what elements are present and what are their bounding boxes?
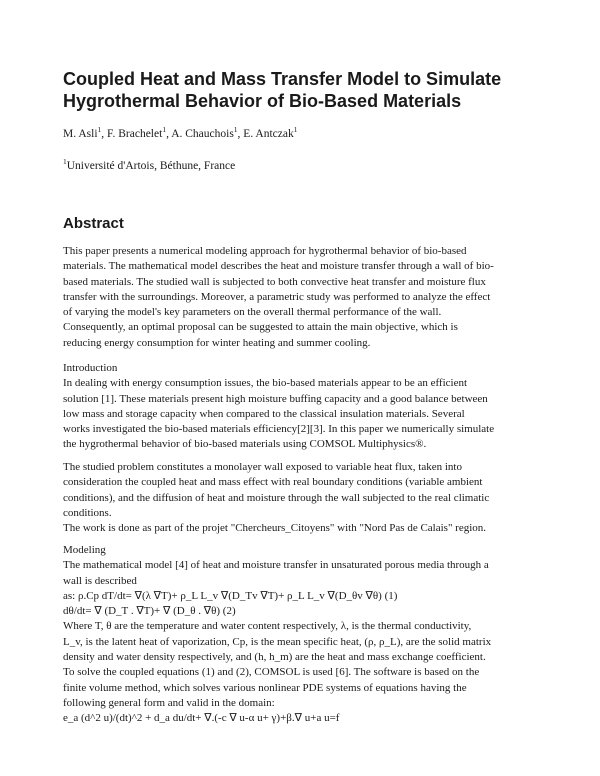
affiliation-mark: 1 [63,157,67,167]
modeling-section [63,543,539,727]
text-line: of varying the model's key parameters on the overall thermal performance of the wall. [63,306,442,319]
author-affiliation-mark: 1 [293,125,298,135]
text-line: L_v, is the latent heat of vaporization, Cp, is the mean specific heat, (ρ, ρ_L), are the solid matrix [63,635,492,648]
text-line: This paper presents a numerical modeling approach for hygrothermal behavior of bio-based [63,245,467,257]
equation-1: as: ρ.Cp dT/dt= ∇(λ ∇T)+ ρ_L L_v ∇(D_Tv ∇T)+ ρ_L L_v ∇(D_θv ∇θ) (1) [63,589,398,602]
text-line: density and water density respectively, and (h, h_m) are the heat and mass exchange coefficient. [63,651,486,664]
problem-paragraph [63,460,539,536]
text-line: conditions. [63,506,112,519]
introduction-section [63,361,539,453]
equation-general-form: e_a (d^2 u)/(dt)^2 + d_a du/dt+ ∇.(-c ∇ u-α u+ γ)+β.∇ u+a u=f [63,712,340,725]
author-list: M. Asli$^1$, F. Brachelet$^1$, A. Chauchois$^1$, E. Antczak$^1$ [63,125,298,140]
author-affiliation-mark: 1 [233,125,238,135]
affiliation-text: Université d'Artois, Béthune, France [66,160,236,172]
abstract-heading: Abstract [63,215,124,232]
author-name: F. Brachelet [107,128,163,140]
text-line: consideration the coupled heat and mass effect with real boundary conditions (variable ambient [63,476,483,489]
section-heading-modeling: Modeling [63,544,106,556]
text-line: the hygrothermal behavior of bio-based materials using COMSOL Multiphysics®. [63,438,427,451]
text-line: Consequently, an optimal proposal can be suggested to attain the main objective, which is [63,321,458,334]
text-line: wall is described [63,574,137,587]
text-line: The work is done as part of the projet "Chercheurs_Citoyens" with "Nord Pas de Calais" region. [63,522,487,535]
text-line: transfer with the surroundings. Moreover, a parametric study was performed to analyze the effect [63,290,491,303]
text-line: In dealing with energy consumption issues, the bio-based materials appear to be an efficient [63,377,468,390]
text-line: reducing energy consumption for winter heating and summer cooling. [63,336,371,349]
text-line: low mass and storage capacity when compared to the classical insulation materials. Several [63,407,465,420]
equation-2: dθ/dt= ∇ (D_T . ∇T)+ ∇ (D_θ . ∇θ) (2) [63,605,236,618]
text-line: materials. The mathematical model describes the heat and moisture transfer through a wall of bio- [63,260,494,273]
paper-title [63,68,543,112]
author-name: E. Antczak [243,128,294,140]
text-line: Where T, θ are the temperature and water content respectively, λ, is the thermal conductivity, [63,620,472,633]
affiliation [63,157,543,172]
text-line: The studied problem constitutes a monolayer wall exposed to variable heat flux, taken into [63,461,462,473]
abstract-paragraph [63,244,539,351]
author-affiliation-mark: 1 [97,125,102,135]
text-line: solution [1]. These materials present high moisture buffing capacity and a good balance between [63,392,488,405]
text-line: conditions), and the diffusion of heat and moisture through the wall subjected to the real climatic [63,491,490,504]
text-line: finite volume method, which solves various nonlinear PDE systems of equations having the [63,681,467,694]
title-line-2: Hygrothermal Behavior of Bio-Based Materials [63,91,462,111]
author-affiliation-mark: 1 [162,125,167,135]
text-line: following general form and valid in the domain: [63,696,275,709]
author-name: M. Asli [63,128,98,140]
text-line: To solve the coupled equations (1) and (2), COMSOL is used [6]. The software is based on the [63,666,480,679]
text-line: The mathematical model [4] of heat and moisture transfer in unsaturated porous media through a [63,559,489,572]
text-line: based materials. The studied wall is subjected to both convective heat transfer and moisture flux [63,275,486,288]
title-line-1: Coupled Heat and Mass Transfer Model to Simulate [63,69,502,89]
author-name: A. Chauchois [171,128,234,140]
text-line: works investigated the bio-based materials efficiency[2][3]. In this paper we numerically simulate [63,423,495,436]
section-heading-introduction: Introduction [63,362,118,374]
